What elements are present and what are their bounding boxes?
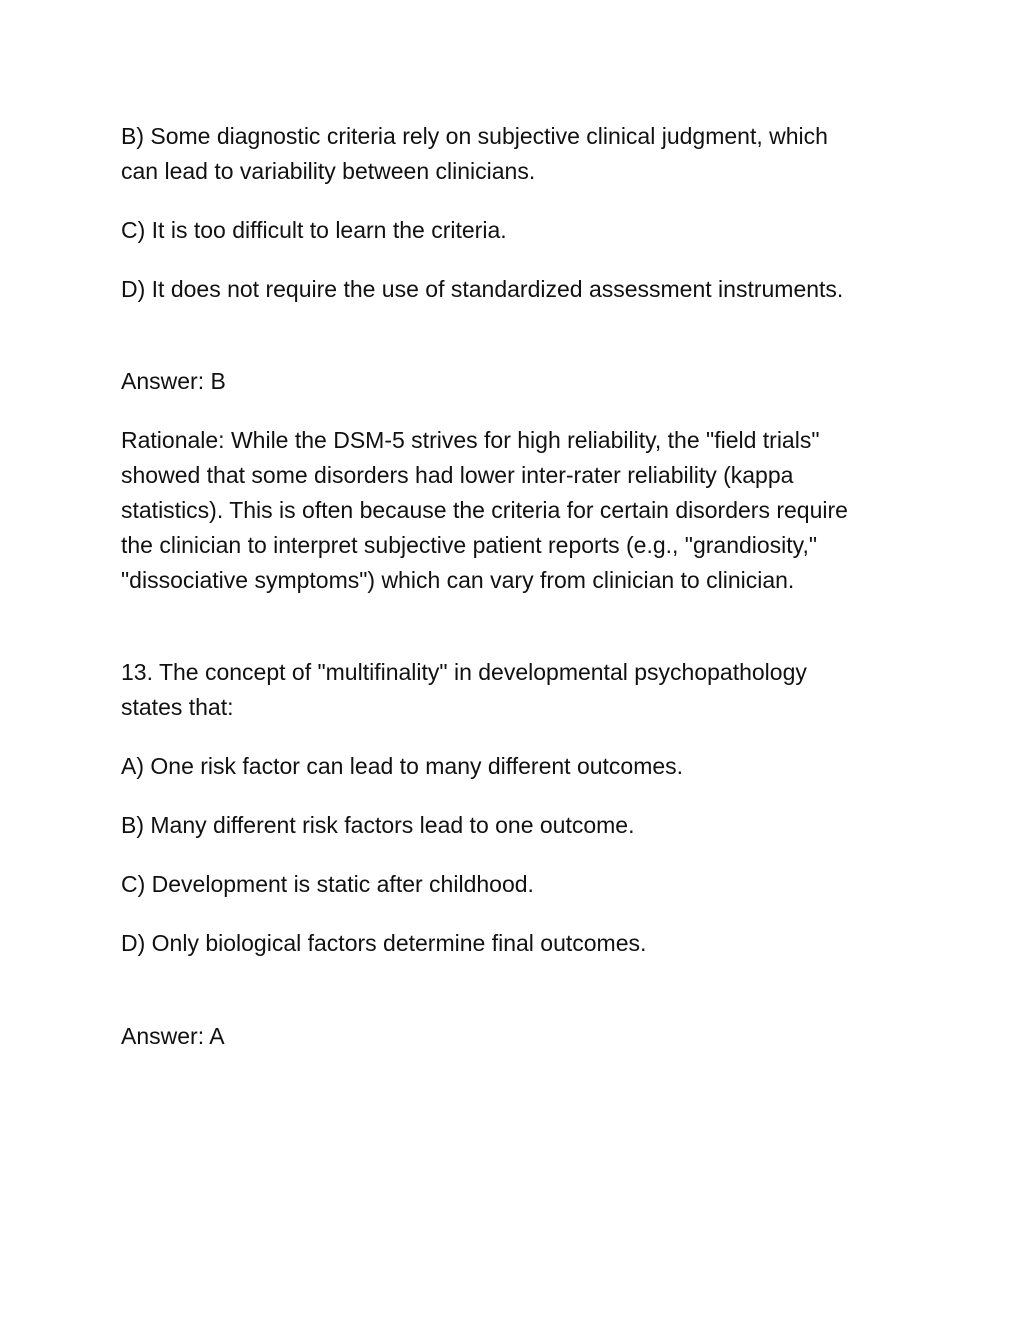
text-line: Answer: B xyxy=(121,368,226,394)
text-line: "dissociative symptoms") which can vary from clinician to clinician. xyxy=(121,567,795,593)
text-line: the clinician to interpret subjective patient reports (e.g., "grandiosity," xyxy=(121,532,818,558)
question-13-option-b xyxy=(121,808,921,843)
previous-question-option-c xyxy=(121,213,921,248)
text-line: B) Many different risk factors lead to one outcome. xyxy=(121,812,635,838)
question-13-option-a xyxy=(121,749,921,784)
text-line: B) Some diagnostic criteria rely on subjective clinical judgment, which xyxy=(121,123,828,149)
text-line: D) It does not require the use of standardized assessment instruments. xyxy=(121,276,844,302)
text-line: can lead to variability between clinicians. xyxy=(121,158,536,184)
spacer xyxy=(121,961,921,1019)
text-line: statistics). This is often because the criteria for certain disorders require xyxy=(121,497,848,523)
question-13-option-c xyxy=(121,867,921,902)
question-13-stem xyxy=(121,655,921,725)
text-line: C) It is too difficult to learn the criteria. xyxy=(121,217,507,243)
text-line: D) Only biological factors determine final outcomes. xyxy=(121,930,647,956)
spacer xyxy=(121,598,921,655)
document-content xyxy=(121,119,921,1078)
text-line: 13. The concept of "multifinality" in developmental psychopathology xyxy=(121,659,807,685)
text-line: A) One risk factor can lead to many different outcomes. xyxy=(121,753,684,779)
text-line: states that: xyxy=(121,694,234,720)
question-13-answer xyxy=(121,1019,921,1054)
previous-question-option-d xyxy=(121,272,921,307)
previous-question-answer xyxy=(121,364,921,399)
previous-question-option-b xyxy=(121,119,921,189)
spacer xyxy=(121,307,921,364)
question-13-option-d xyxy=(121,926,921,961)
text-line: Answer: A xyxy=(121,1023,225,1049)
previous-question-rationale xyxy=(121,423,921,598)
text-line: showed that some disorders had lower inter-rater reliability (kappa xyxy=(121,462,794,488)
text-line: C) Development is static after childhood. xyxy=(121,871,534,897)
text-line: Rationale: While the DSM-5 strives for high reliability, the "field trials" xyxy=(121,427,820,453)
